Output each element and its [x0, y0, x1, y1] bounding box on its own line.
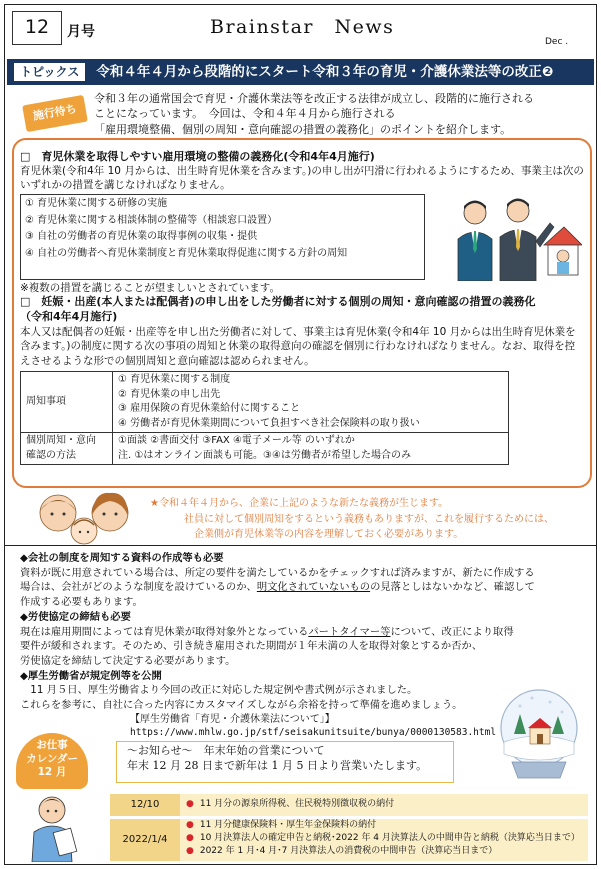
bullet-section: ◆会社の制度を周知する資料の作成等も必要 資料が既に用意されている場合は、所定の要件を満たしているかをチェックすれば済みますが、新たに作成する 場合は、会社がどのような制度を設けているのか、明文化されていないものの見落としはないかなど、確認して 作成する必要もあります。 ◆労使協定の締結も必要 現在は雇用期間によっては育児休業が取得対象外となっているパートタイマー等について、改正により取得 要件が緩和されます。そのため、引き続き雇用された期間が１年未満の人を取得対象とするか否か、 労使協定を締結して決定する必要があります。 ◆厚生労働省が規定例等を公開 11 月５日、厚生労働省より今回の改正に対応した規定例や書式例が示されました。 これらを参考に、自社に合った内容にカスタマイズしながら余裕を持って準備を進めましょう。 [20, 552, 535, 712]
business-people-illustration [440, 193, 582, 281]
list-item: ① 育児休業に関する研修の実施 [25, 198, 168, 209]
issue-suffix: 月号 [67, 24, 95, 40]
calendar-row [110, 794, 588, 816]
topic-bar [7, 59, 594, 85]
section-divider [5, 545, 596, 546]
section2-heading: □ 妊娠・出産(本人または配偶者)の申し出をした労働者に対する個別の周知・意向確認の措置の義務化 （令和4年4月施行) [20, 295, 536, 323]
reference-url[interactable]: https://www.mhlw.go.jp/stf/seisakunitsuite/bunya/0000130583.html [130, 726, 497, 738]
list-item: ● 11 月分健康保険料・厚生年金保険料の納付 [186, 819, 580, 832]
notification-table [20, 371, 509, 465]
list-item: ● 2022 年 1 月･4 月･7 月決算法人の消費税の中間申告（決算応当日まで） [186, 845, 580, 858]
notice-text: ★令和４年４月から、企業に上記のような新たな義務が生じます。 社員に対して個別周知をするという義務もありますが、これを履行するためには、 企業側が育児休業等の内容を理解しておく必要があります。 [150, 498, 554, 540]
table-cell: ① 育児休業に関する制度 ② 育児休業の申し出先 ③ 雇用保険の育児休業給付に関すること ④ 労働者が育児休業期間について負担すべき社会保険料の取り扱い [113, 372, 509, 433]
table-row [21, 372, 509, 433]
list-item: ● 11 月分の源泉所得税、住民税特別徴収税の納付 [186, 798, 394, 811]
status-badge: 施行待ち [22, 95, 88, 132]
table-cell-label: 周知事項 [21, 372, 113, 433]
list-item: ● 10 月決算法人の確定申告と納税･2022 年 4 月決算法人の中間申告と納税（決算応当日まで） [186, 832, 580, 845]
section1-body: 育児休業(令和4年 10 月からは、出生時育児休業を含みます。)の申し出が円滑に行われるようにするため、事業主は次のいずれかの措置を講じなければなりません。 [20, 165, 584, 192]
holiday-notice: ～お知らせ～ 年末年始の営業について 年末 12 月 28 日まで新年は 1 月 5 日より営業いたします。 [116, 741, 454, 783]
calendar-row [110, 819, 588, 861]
table-cell-label: 個別周知・意向 確認の方法 [21, 433, 113, 465]
issue-number: 12 [12, 11, 62, 45]
calendar-badge: お仕事 カレンダー 12 月 [16, 733, 88, 789]
topic-title: 令和４年４月から段階的にスタート令和３年の育児・介護休業法等の改正❷ [96, 63, 554, 80]
reference-link: 【厚生労働省「育児・介護休業法について」】 https://www.mhlw.go.jp/stf/seisakunitsuite/bunya/0000130583.html [130, 714, 497, 738]
intro-text: 令和３年の通常国会で育児・介護休業法等を改正する法律が成立し、段階的に施行される ことになっています。 今回は、令和４年４月から施行される 「雇用環境整備、個別の周知・意向確認の措置の義務化」のポイントを紹介します。 [94, 92, 534, 136]
section1-heading: □ 育児休業を取得しやすい雇用環境の整備の義務化(令和4年4月施行) [20, 150, 375, 163]
topic-tag: トピックス [13, 62, 86, 82]
month-label: Dec . [545, 37, 569, 47]
masthead-title: Brainstar News [210, 16, 395, 38]
list-item: ③ 自社の労働者の育児休業の取得事例の収集・提供 [25, 231, 258, 242]
measures-list [20, 194, 425, 280]
snow-globe-icon [490, 684, 588, 782]
list-item: ④ 自社の労働者へ育児休業制度と育児休業取得促進に関する方針の周知 [25, 247, 348, 259]
calendar-date: 2022/1/4 [110, 819, 180, 861]
table-cell: ①面談 ②書面交付 ③FAX ④電子メール等 のいずれか 注. ①はオンライン面談も可能。③④は労働者が希望した場合のみ [113, 433, 509, 465]
section1-note: ※複数の措置を講じることが望ましいとされています。 [20, 282, 280, 294]
list-item: ② 育児休業に関する相談体制の整備等（相談窓口設置） [25, 214, 278, 226]
office-worker-illustration [22, 792, 84, 862]
family-illustration [30, 489, 140, 551]
section2-body: 本人又は配偶者の妊娠・出産等を申し出た労働者に対して、事業主は育児休業(令和4年 10 月からは出生時育児休業を含みます。)の制度に関する次の事項の周知と休業の取得意向の確認を個別に行わなければなりません。なお、取得を控えさせるような形での個別周知と意向確認は認められません。 [20, 326, 576, 367]
table-row [21, 433, 509, 465]
calendar-date: 12/10 [110, 794, 180, 816]
